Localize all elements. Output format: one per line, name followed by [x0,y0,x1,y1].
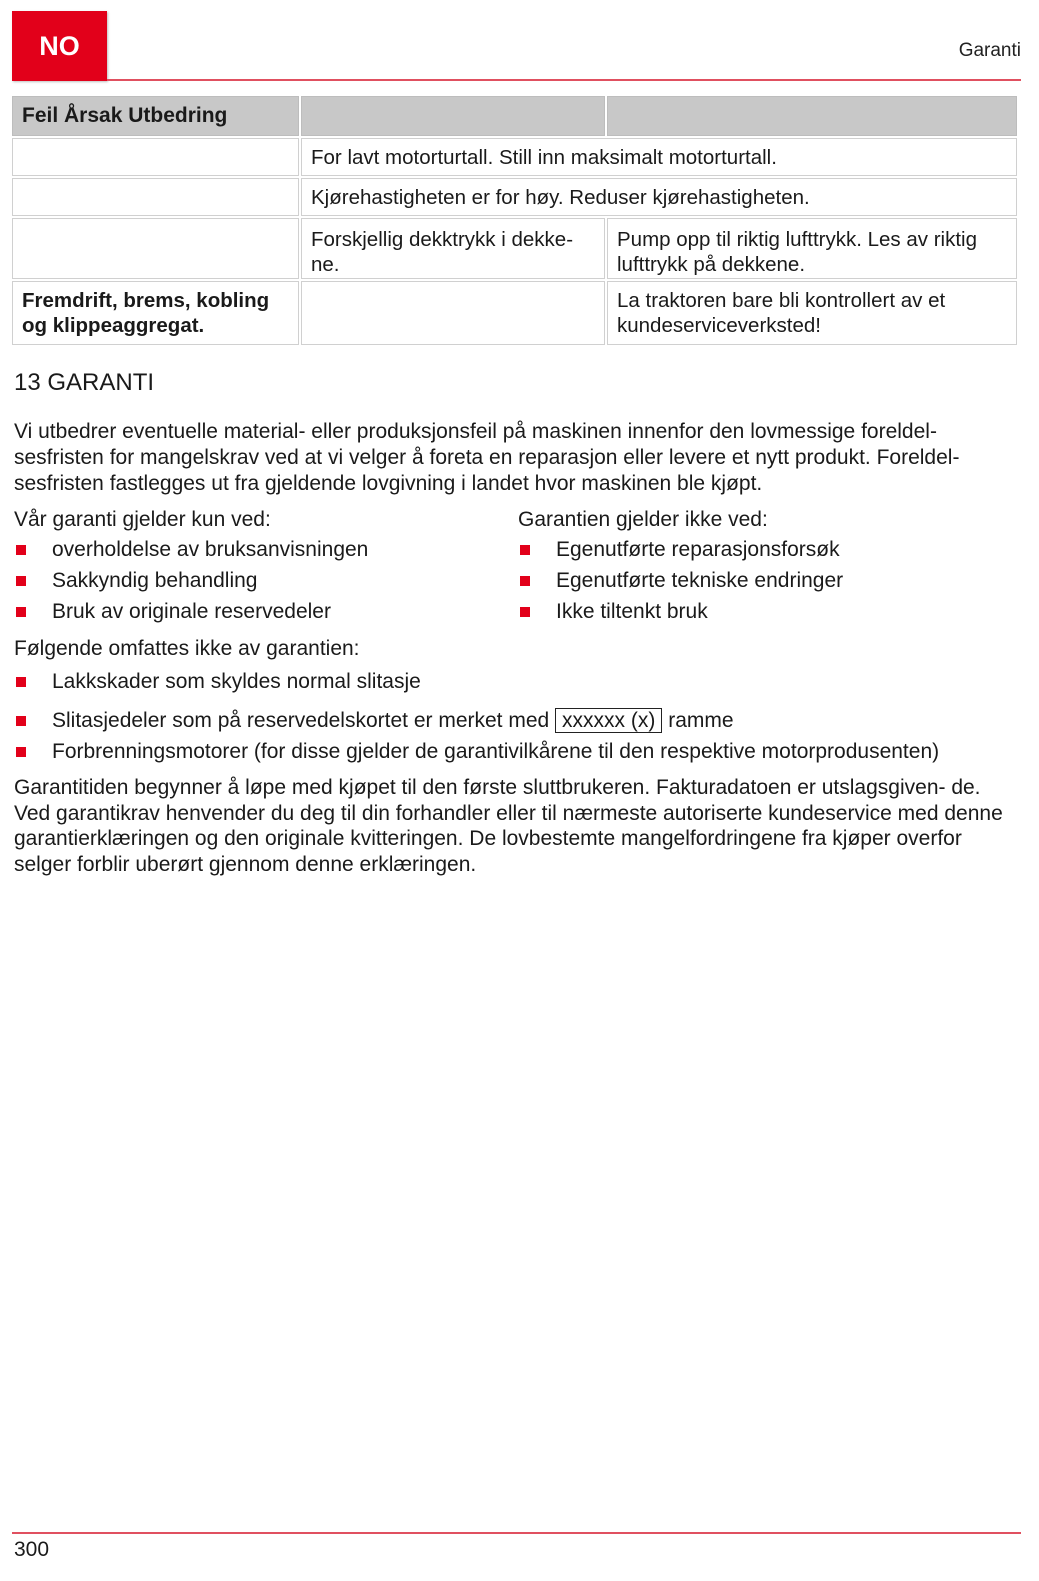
table-header-cell [607,96,1017,136]
bullet-icon [16,747,26,757]
table-row [12,218,1019,281]
list-item-text: Bruk av originale reservedeler [52,600,331,623]
table-cell: For lavt motorturtall. Still inn maksimalt motorturtall. [301,138,1017,176]
bullet-icon [520,576,530,586]
table-cell: La traktoren bare bli kontrollert av et kundeserviceverksted! [607,281,1017,345]
table-cell [12,218,299,279]
not-applies-list [518,537,843,630]
list-item [518,599,843,630]
list-item [14,739,939,770]
excluded-heading: Følgende omfattes ikke av garantien: [14,637,360,660]
list-item [14,568,368,599]
table-row [12,178,1019,218]
list-item [518,568,843,599]
bullet-icon [16,607,26,617]
troubleshooting-table [12,96,1019,347]
list-item-text: Forbrenningsmotorer (for disse gjelder de garantivilkårene til den respektive motorprodusenten) [52,740,940,763]
header-rule [107,79,1021,81]
list-item-text: Sakkyndig behandling [52,569,258,592]
list-item [14,708,939,739]
not-applies-heading: Garantien gjelder ikke ved: [518,508,768,531]
bullet-icon [16,677,26,687]
footer-rule [12,1532,1021,1534]
list-item-text: Egenutførte reparasjonsforsøk [556,538,840,561]
table-header-cell: Feil Årsak Utbedring [12,96,299,136]
table-row [12,281,1019,347]
page-number: 300 [14,1538,50,1561]
list-item [14,599,368,630]
list-item [518,537,843,568]
table-cell: Fremdrift, brems, kobling og klippeaggregat. [12,281,299,345]
bullet-icon [16,576,26,586]
list-item-text: ramme [668,709,734,732]
intro-paragraph: Vi utbedrer eventuelle material- eller produksjonsfeil på maskinen innenfor den lovmessige foreldel- sesfristen for mangelskrav ved at vi velger å foreta en reparasjon eller levere et nytt produkt. Foreldel- sesfristen fastlegges ut fra gjeldende lovgivning i landet hvor maskinen ble kjøpt. [14,420,960,495]
table-cell [12,138,299,176]
table-header-cell [301,96,605,136]
table-cell: Kjørehastigheten er for høy. Reduser kjørehastigheten. [301,178,1017,216]
list-item-text: Lakkskader som skyldes normal slitasje [52,670,421,693]
table-header-row [12,96,1019,138]
applies-heading: Vår garanti gjelder kun ved: [14,508,271,531]
bullet-icon [520,545,530,555]
list-item-text: Egenutførte tekniske endringer [556,569,844,592]
table-row [12,138,1019,178]
bullet-icon [16,545,26,555]
closing-paragraph: Garantitiden begynner å løpe med kjøpet til den første sluttbrukeren. Fakturadatoen er utslagsgiven- de. Ved garantikrav henvender du deg til din forhandler eller til nærmeste autoriserte kundeservice med denne garantierklæringen og den originale kvitteringen. De lovbestemte mangelfordringene fra kjøper overfor selger forblir uberørt gjennom denne erklæringen. [14,776,1003,876]
applies-list [14,537,368,630]
list-item [14,537,368,568]
section-header: Garanti [958,40,1021,61]
language-code: NO [39,30,80,61]
list-item-text: Ikke tiltenkt bruk [556,600,708,623]
bullet-icon [520,607,530,617]
list-item-text: Slitasjedeler som på reservedelskortet er merket med [52,709,550,732]
section-title: 13 GARANTI [14,369,155,396]
part-marking-box: xxxxxx (x) [555,708,662,733]
table-cell: Forskjellig dekktrykk i dekke- ne. [301,218,605,279]
list-item [14,669,939,708]
table-cell: Pump opp til riktig lufttrykk. Les av riktig lufttrykk på dekkene. [607,218,1017,279]
bullet-icon [16,716,26,726]
table-cell [301,281,605,345]
language-tab [12,11,107,81]
excluded-list [14,669,939,770]
list-item-text: overholdelse av bruksanvisningen [52,538,369,561]
table-cell [12,178,299,216]
